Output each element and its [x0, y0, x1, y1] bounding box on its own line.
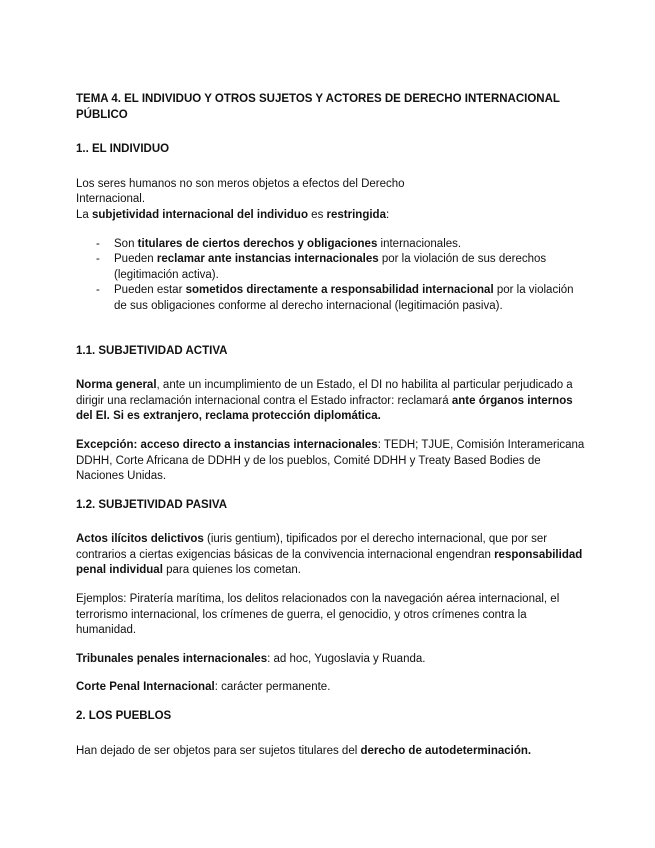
section-heading-pueblos: 2. LOS PUEBLOS: [76, 710, 172, 723]
paragraph-norma-general: Norma general, ante un incumplimiento de un Estado, el DI no habilita al particular perjudicado a dirigir una reclamación internacional contra el Estado infractor: reclamará ante órganos internos del EI. Si es extranjero, reclama protección diplomática.: [76, 379, 573, 423]
paragraph-ejemplos: Ejemplos: Piratería marítima, los delitos relacionados con la navegación aérea internacional, el terrorismo internacional, los crímenes de guerra, el genocidio, y otros crímenes contra la humanidad.: [76, 593, 560, 637]
section-heading-subjetividad-activa: 1.1. SUBJETIVIDAD ACTIVA: [76, 344, 228, 357]
list-item: - Son titulares de ciertos derechos y obligaciones internacionales.: [96, 237, 462, 250]
document-page: [76, 92, 586, 759]
section-heading-individuo: 1.. EL INDIVIDUO: [76, 143, 170, 156]
paragraph-pueblos: Han dejado de ser objetos para ser sujetos titulares del derecho de autodeterminación.: [76, 744, 532, 757]
paragraph-excepcion: Excepción: acceso directo a instancias internacionales: TEDH; TJUE, Comisión Interamericana DDHH, Corte Africana de DDHH y de los pueblos, Comité DDHH y Treaty Based Bodies de Naciones Unidas.: [76, 438, 585, 483]
section-heading-subjetividad-pasiva: 1.2. SUBJETIVIDAD PASIVA: [76, 498, 228, 511]
list-item: - Pueden estar sometidos directamente a responsabilidad internacional por la violación de sus obligaciones conforme al derecho internacional (legitimación pasiva).: [96, 284, 574, 312]
list-item: - Pueden reclamar ante instancias internacionales por la violación de sus derechos (legitimación activa).: [96, 253, 547, 281]
paragraph-actos-ilicitos: Actos ilícitos delictivos (iuris gentium), tipificados por el derecho internacional, que por ser contrarios a ciertas exigencias básicas de la convivencia internacional engendran responsabilidad penal individual para quienes los cometan.: [76, 533, 583, 577]
bullet-list: [76, 237, 586, 315]
document-title: TEMA 4. EL INDIVIDUO Y OTROS SUJETOS Y ACTORES DE DERECHO INTERNACIONAL PÚBLICO: [76, 93, 560, 121]
intro-paragraph: Los seres humanos no son meros objetos a efectos del Derecho Internacional. La subjetividad internacional del individuo es restringida:: [76, 177, 405, 221]
paragraph-corte-penal: Corte Penal Internacional: carácter permanente.: [76, 681, 331, 694]
paragraph-tribunales: Tribunales penales internacionales: ad hoc, Yugoslavia y Ruanda.: [76, 652, 426, 665]
